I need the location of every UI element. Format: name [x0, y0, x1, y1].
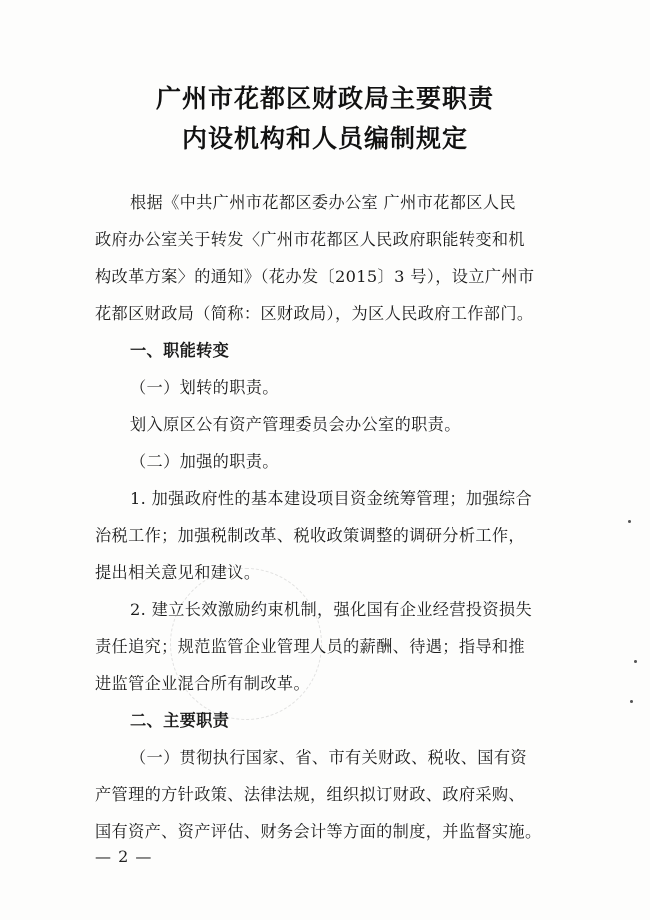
subsection-heading: （一）划转的职责。	[130, 378, 279, 397]
page-number: — 2 —	[95, 847, 153, 866]
paragraph-line: 根据《中共广州市花都区委办公室 广州市花都区人民	[130, 193, 516, 212]
subsection-heading: （二）加强的职责。	[130, 452, 279, 471]
paragraph-line: 1. 加强政府性的基本建设项目资金统筹管理；加强综合	[130, 489, 533, 508]
section-heading-1: 一、职能转变	[130, 341, 230, 360]
paragraph-line: 花都区财政局（简称：区财政局），为区人民政府工作部门。	[95, 304, 534, 323]
section-heading-2: 二、主要职责	[130, 711, 230, 730]
faded-seal-stamp	[170, 568, 322, 720]
document-title-line-1: 广州市花都区财政局主要职责	[155, 84, 494, 113]
paragraph-line: 治税工作；加强税制改革、税收政策调整的调研分析工作，	[95, 526, 525, 545]
scan-speck	[628, 520, 631, 523]
paragraph-line: 进监管企业混合所有制改革。	[95, 674, 310, 693]
paragraph-line: 政府办公室关于转发〈广州市花都区人民政府职能转变和机	[95, 230, 525, 249]
paragraph-line: 划入原区公有资产管理委员会办公室的职责。	[130, 415, 461, 434]
paragraph-line: 构改革方案〉的通知》（花办发〔2015〕3 号），设立广州市	[95, 267, 535, 286]
paragraph-line: 国有资产、资产评估、财务会计等方面的制度，并监督实施。	[95, 822, 542, 841]
scan-speck	[634, 660, 637, 663]
scan-speck	[630, 700, 633, 703]
paragraph-line: 产管理的方针政策、法律法规，组织拟订财政、政府采购、	[95, 785, 525, 804]
paragraph-line: 提出相关意见和建议。	[95, 563, 261, 582]
document-title-line-2: 内设机构和人员编制规定	[181, 124, 468, 153]
paragraph-line: （一）贯彻执行国家、省、市有关财政、税收、国有资	[130, 748, 527, 767]
paragraph-line: 责任追究；规范监管企业管理人员的薪酬、待遇；指导和推	[95, 637, 525, 656]
paragraph-line: 2. 建立长效激励约束机制，强化国有企业经营投资损失	[130, 600, 533, 619]
